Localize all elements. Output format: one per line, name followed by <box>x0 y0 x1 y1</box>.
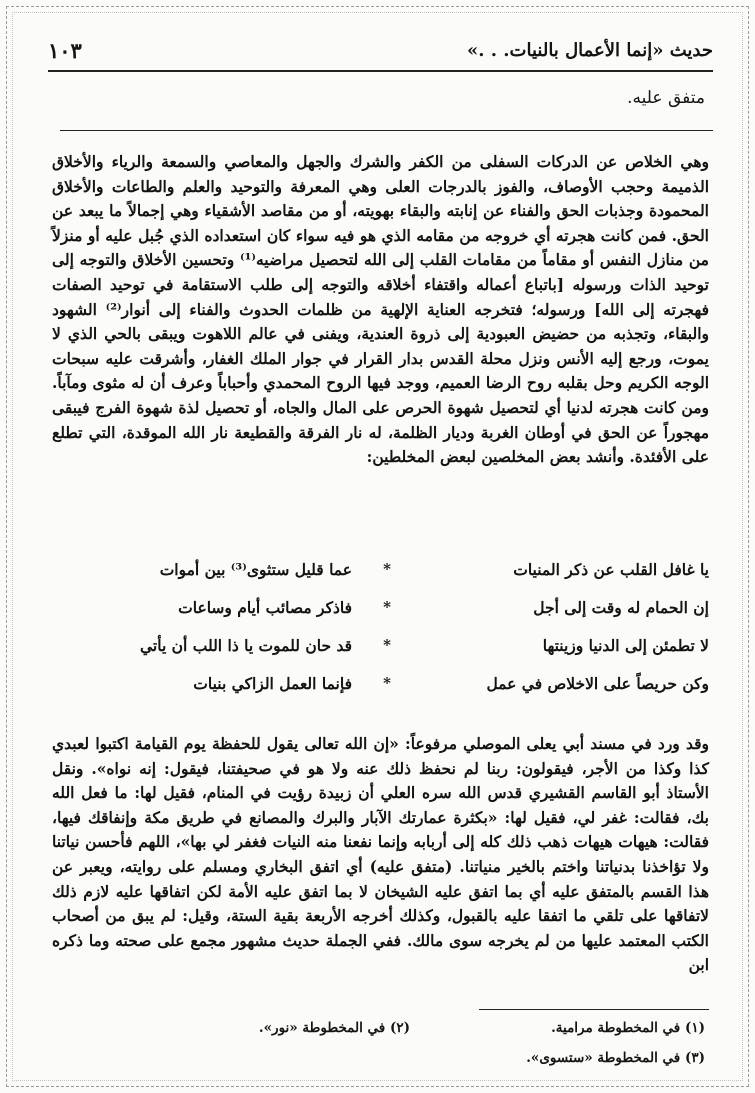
verse-first-hemistich: يا غافل القلب عن ذكر المنيات <box>513 560 709 579</box>
verse-second-hemistich: عما قليل ستثوى⁽³⁾ بين أموات <box>159 560 352 579</box>
header-title: حديث «إنما الأعمال بالنيات. . .» <box>466 40 713 61</box>
verse-second-hemistich: فاذكر مصائب أيام وساعات <box>178 598 352 617</box>
poem <box>52 560 709 712</box>
running-header <box>48 38 713 68</box>
poem-verse <box>52 636 709 674</box>
footnote-2: (٢) في المخطوطة «نور». <box>258 1020 410 1036</box>
verse-first-hemistich: لا تطمئن إلى الدنيا وزينتها <box>542 636 709 655</box>
verse-second-hemistich: فإنما العمل الزاكي بنيات <box>193 674 352 693</box>
verse-separator: * <box>383 636 391 654</box>
continuation-line: متفق عليه. <box>627 88 705 108</box>
verse-separator: * <box>383 674 391 692</box>
verse-first-hemistich: وكن حريصاً على الاخلاص في عمل <box>486 674 709 693</box>
verse-first-hemistich: إن الحمام له وقت إلى أجل <box>533 598 709 617</box>
verse-separator: * <box>383 560 391 578</box>
poem-verse <box>52 674 709 712</box>
section-rule <box>60 130 713 131</box>
footnote-1: (١) في المخطوطة مرامية. <box>551 1020 705 1036</box>
page-number: ١٠٣ <box>48 38 82 63</box>
poem-verse <box>52 560 709 598</box>
body-paragraph-1: وهي الخلاص عن الدركات السفلى من الكفر والشرك والجهل والمعاصي والسمعة والرياء والأخلاق الذميمة وحجب الأوصاف، والفوز بالدرجات العلى وهي المعرفة والتوحيد والعلم والطاعات والأخلاق المحمودة وجذبات الحق والفناء عن إنابته والبقاء بهويته، أو من مقاصد الأشقياء وهي إجمالاً ما يبعد عن الحق. فمن كانت هجرته أي خروجه من مقامه الذي هو فيه سواء كان استعداده الذي جُبل عليه أو منزلاً من منازل النفس أو مقاماً من مقامات القلب إلى الله لتحصيل مراضيه⁽¹⁾ وتحسين الأخلاق والتوجه إلى توحيد الذات ورسوله [باتباع أعماله واقتفاء أخلاقه والتوجه إلى طلب الاستقامة في توحيد الصفات فهجرته إلى الله] ورسوله؛ فتخرجه العناية الإلهية من ظلمات الحدوث والفناء إلى أنوار⁽²⁾ الشهود والبقاء، وتجذبه من حضيض العبودية إلى ذروة العندية، ويفنى في عالم اللاهوت ويبقى بالحي الذي لا يموت، ورجع إليه الأنس ونزل محلة القدس بدار القرار في جوار الملك الغفار، وأشرقت عليه سبحات الوجه الكريم وحل بقلبه روح الرضا العميم، ووجد فيها الروح المحمدي وأحباباً وعرف أن له مثوى ومآباً. ومن كانت هجرته لدنيا أي لتحصيل شهوة الحرص على المال والجاه، أو تحصيل لذة شهوة الفرج فيبقى مهجوراً عن الحق في أوطان الغربة وديار الظلمة، له نار الفرقة والقطيعة نار الله الموقدة، التي تطلع على الأفئدة. وأنشد بعض المخلصين لبعض المخلطين: <box>52 152 709 467</box>
verse-separator: * <box>383 598 391 616</box>
poem-verse <box>52 598 709 636</box>
body-paragraph-2: وقد ورد في مسند أبي يعلى الموصلي مرفوعاً: «إن الله تعالى يقول للحفظة يوم القيامة اكتبوا لعبدي كذا وكذا من الأجر، فيقولون: ربنا لم نحفظ ذلك عنه ولا هو في صحيفتنا، فيقول: إنه نواه». ونقل الأستاذ أبو القاسم القشيري قدس الله سره العلي أن زبيدة رؤيت في المنام، فقيل لها: ما فعل الله بك، فقالت: غفر لي، فقيل لها: «بكثرة عمارتك الآبار والبرك والمصانع في طريق مكة وإنفاقك فيها، فقالت: هيهات هيهات ذهب ذلك كله إلى أربابه وإنما نفعنا منه النيات فغفر لي بها»، اللهم فأحسن نياتنا ولا تؤاخذنا بدنياتنا واختم بالخير منياتنا. (متفق عليه) أي اتفق البخاري ومسلم على روايته، ويعبر عن هذا القسم بالمتفق عليه أي بما اتفق عليه الشيخان لا بما اتفق عليه الأمة لكن اتفاقها عليه لازم ذلك لاتفاقها على تلقي ما اتفقا عليه بالقبول، وكذلك أخرجه الأربعة بقية الستة، وقيل: لم يبق من أصحاب الكتب المعتمد عليها من لم يخرجه سوى مالك. ففي الجملة حديث مشهور مجمع على صحته وما ذكره ابن <box>52 734 709 975</box>
footnote-rule <box>479 1009 709 1010</box>
header-rule <box>48 70 713 72</box>
verse-second-hemistich: قد حان للموت يا ذا اللب أن يأتي <box>139 636 352 655</box>
footnote-3: (٣) في المخطوطة «ستسوى». <box>526 1050 705 1066</box>
